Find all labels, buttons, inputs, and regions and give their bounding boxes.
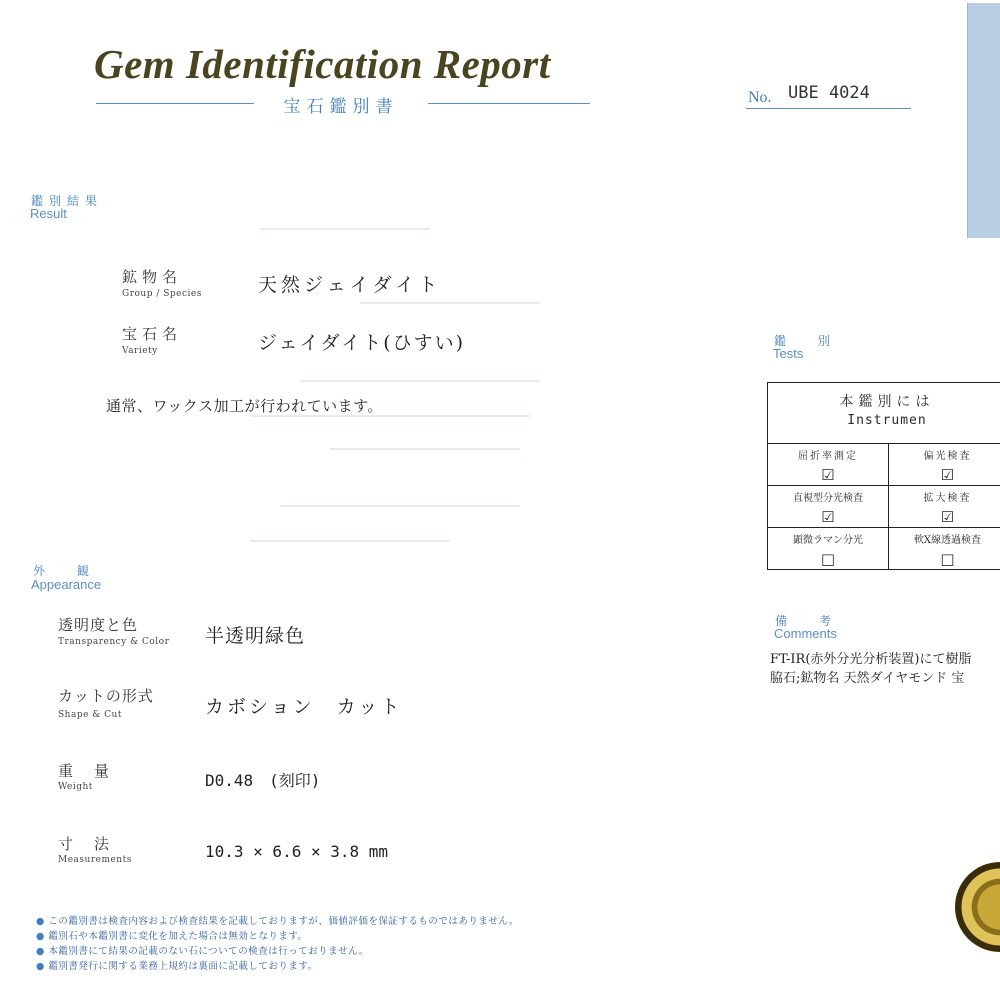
footer-note: ● 鑑別石や本鑑別書に変化を加えた場合は無効となります。 [36,931,308,942]
species-label-jp: 鉱物名 [122,268,183,286]
report-subtitle: 宝石鑑別書 [283,97,399,117]
variety-label-en: Variety [122,346,158,356]
checkbox-unchecked-icon: □ [940,550,955,568]
test-label: 顕微ラマン分光 [793,535,863,546]
tests-heading-en: Tests [773,346,804,361]
tests-table [767,382,1000,570]
weight-label-en: Weight [58,782,93,792]
weight-label-jp: 重 量 [58,762,113,780]
report-number [746,82,911,109]
photo-panel [967,3,1000,238]
measurements-label-jp: 寸 法 [58,835,113,853]
test-label: 屈折率測定 [798,451,858,462]
comment-line: 脇石;鉱物名 天然ダイヤモンド 宝 [770,671,965,686]
color-label-en: Transparency & Color [58,637,170,647]
comment-line: FT-IR(赤外分光分析装置)にて樹脂 [770,652,972,667]
treatment-note: 通常、ワックス加工が行われています。 [106,397,383,415]
variety-value: ジェイダイト(ひすい) [258,332,466,354]
measurements-value: 10.3 × 6.6 × 3.8 mm [205,842,389,861]
tests-header-en: Instrumen [847,413,927,428]
result-heading-jp: 鑑別結果 [31,194,104,208]
checkbox-checked-icon: ☑ [821,466,835,484]
checkbox-checked-icon: ☑ [821,508,835,526]
footer-note: ● 鑑別書発行に関する業務上規約は裏面に記載しております。 [36,961,318,972]
comments-heading-jp: 備 考 [775,614,845,628]
gold-seal-icon [955,862,1000,952]
color-value: 半透明緑色 [205,625,306,647]
report-number-label: No. [748,89,772,106]
footer-note: ● 本鑑別書にて結果の記載のない石についての検査は行っておりません。 [36,946,369,957]
weight-value: D0.48 (刻印) [205,771,321,790]
tests-table-header [768,383,1000,444]
cut-value: カボション カット [205,696,403,718]
variety-label-jp: 宝石名 [122,325,183,343]
tests-heading-jp: 鑑 別 [774,334,844,348]
footer-note: ● この鑑別書は検査内容および検査結果を記載しておりますが、価値評価を保証するものではありません。 [36,916,519,927]
color-label-jp: 透明度と色 [58,616,139,634]
subtitle-rule-left [96,103,254,104]
test-cell [889,444,1000,486]
test-cell [889,486,1000,528]
comments-heading-en: Comments [774,626,837,641]
appearance-heading-jp: 外 観 [33,564,103,578]
cut-label-en: Shape & Cut [58,710,122,720]
test-label: 偏光検査 [923,451,972,462]
test-cell [889,528,1000,570]
cut-label-jp: カットの形式 [58,687,154,705]
test-label: 軟X線透過検査 [913,535,982,546]
checkbox-unchecked-icon: □ [820,550,836,568]
test-cell [768,486,889,528]
test-cell [768,444,889,486]
checkbox-checked-icon: ☑ [940,466,955,484]
species-value: 天然ジェイダイト [258,274,442,296]
test-cell [768,528,889,570]
result-heading-en: Result [30,206,67,221]
checkbox-checked-icon: ☑ [940,508,955,526]
tests-header-jp: 本鑑別には [839,394,935,410]
report-number-value: UBE 4024 [788,83,870,103]
appearance-heading-en: Appearance [31,577,102,592]
species-label-en: Group / Species [122,289,202,299]
test-label: 直視型分光検査 [793,493,863,504]
measurements-label-en: Measurements [58,855,132,865]
subtitle-rule-right [428,103,590,104]
subtitle-row [96,92,590,117]
report-title: Gem Identification Report [94,41,551,87]
test-label: 拡大検査 [923,493,972,504]
